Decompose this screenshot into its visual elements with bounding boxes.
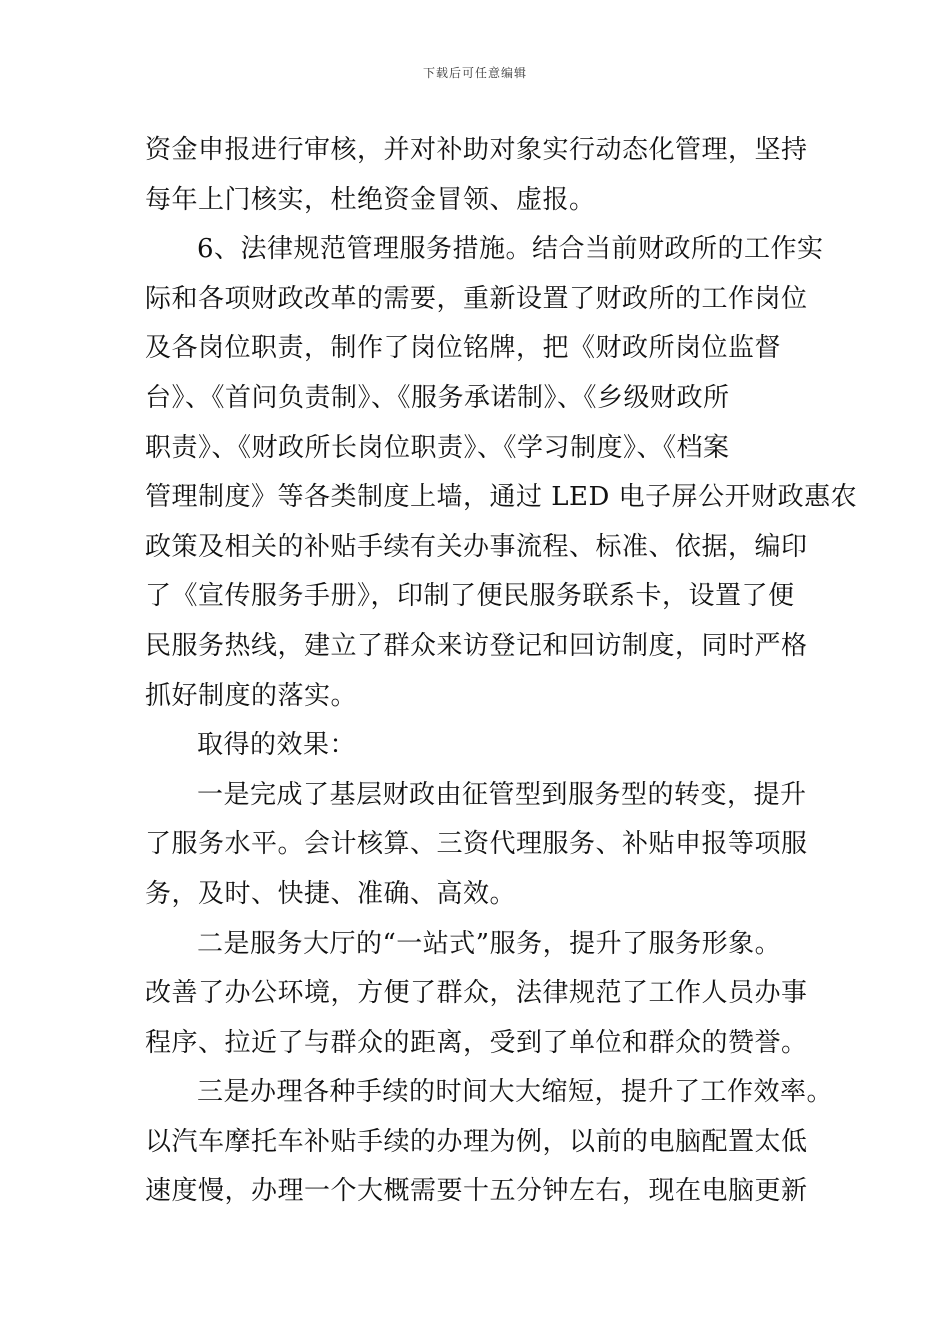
text-line: 抓好制度的落实。 bbox=[145, 680, 358, 711]
text-line: 一是完成了基层财政由征管型到服务型的转变，提升 bbox=[197, 779, 807, 810]
text-line: 以汽车摩托车补贴手续的办理为例，以前的电脑配置太低 bbox=[145, 1126, 808, 1157]
text-line: 政策及相关的补贴手续有关办事流程、标准、依据，编印 bbox=[145, 531, 808, 562]
text-line: 职责》、《财政所长岗位职责》、《学习制度》、《档案 bbox=[145, 432, 730, 463]
text-line: 务，及时、快捷、准确、高效。 bbox=[145, 878, 517, 909]
text-line: 6、法律规范管理服务措施。结合当前财政所的工作实 bbox=[197, 234, 824, 265]
text-line: 三是办理各种手续的时间大大缩短，提升了工作效率。 bbox=[197, 1077, 834, 1108]
text-line: 程序、拉近了与群众的距离，受到了单位和群众的赞誉。 bbox=[145, 1027, 808, 1058]
text-line: 际和各项财政改革的需要，重新设置了财政所的工作岗位 bbox=[145, 283, 808, 314]
text-line: 改善了办公环境，方便了群众，法律规范了工作人员办事 bbox=[145, 978, 808, 1009]
text-line: 及各岗位职责，制作了岗位铭牌，把《财政所岗位监督 bbox=[145, 333, 782, 364]
document-body bbox=[145, 126, 858, 1217]
text-line: 管理制度》等各类制度上墙，通过 LED 电子屏公开财政惠农 bbox=[145, 482, 858, 513]
text-line: 民服务热线，建立了群众来访登记和回访制度，同时严格 bbox=[145, 630, 808, 661]
text-line: 速度慢，办理一个大概需要十五分钟左右，现在电脑更新 bbox=[145, 1176, 808, 1207]
text-line: 台》、《首问负责制》、《服务承诺制》、《乡级财政所 bbox=[145, 382, 730, 413]
text-line: 二是服务大厅的“一站式”服务，提升了服务形象。 bbox=[197, 928, 782, 959]
text-line: 了《宣传服务手册》，印制了便民服务联系卡，设置了便 bbox=[145, 581, 795, 612]
text-line: 每年上门核实，杜绝资金冒领、虚报。 bbox=[145, 184, 596, 215]
text-line: 资金申报进行审核，并对补助对象实行动态化管理，坚持 bbox=[145, 135, 808, 165]
text-line: 了服务水平。会计核算、三资代理服务、补贴申报等项服 bbox=[145, 829, 808, 860]
page-header-note: 下载后可任意编辑 bbox=[422, 66, 527, 80]
section-heading: 取得的效果： bbox=[197, 730, 357, 761]
